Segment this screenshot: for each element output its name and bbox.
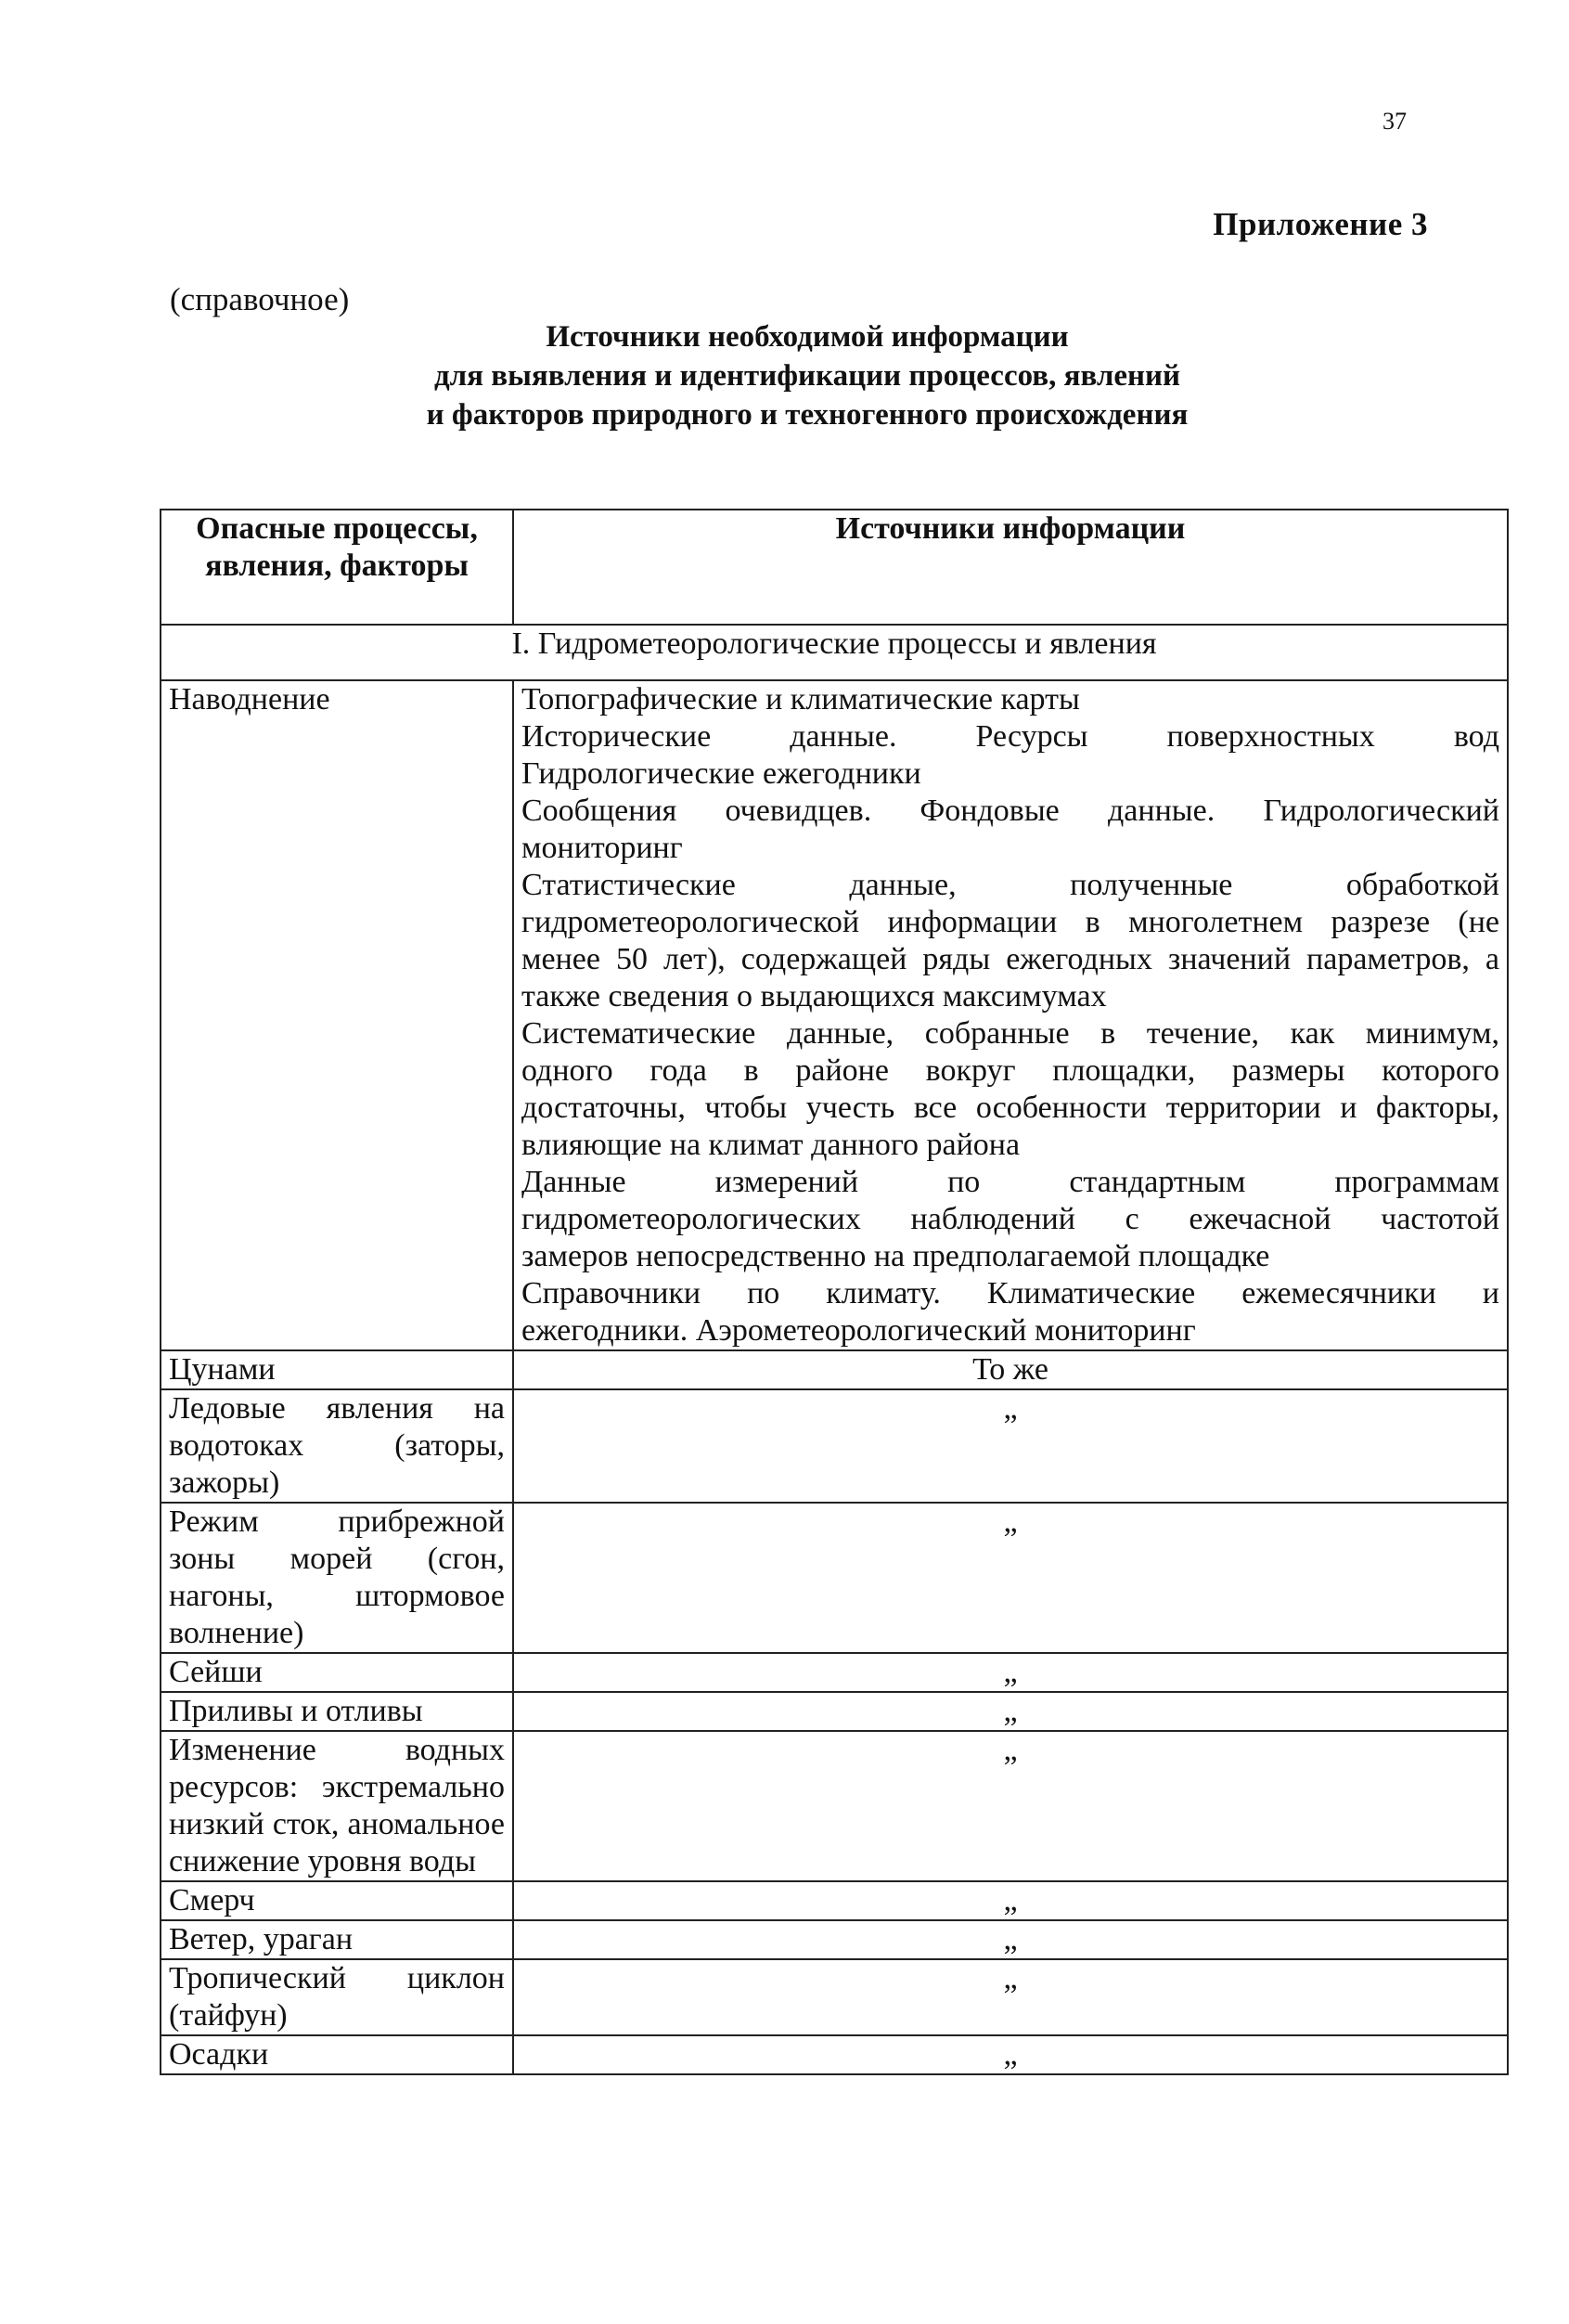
- source-line: мониторинг: [521, 831, 683, 865]
- header-sources: Источники информации: [513, 510, 1508, 625]
- ditto-mark: „: [513, 1389, 1508, 1503]
- source-line: Сообщения очевидцев. Фондовые данные. Гидрологический: [521, 794, 1499, 828]
- table-row: [161, 1692, 1508, 1731]
- hazard-name: Приливы и отливы: [161, 1692, 513, 1731]
- table-row: [161, 1920, 1508, 1959]
- title-line-3: и факторов природного и техногенного происхождения: [426, 398, 1189, 432]
- section-title: I. Гидрометеорологические процессы и явления: [161, 625, 1508, 680]
- hazard-name: Ветер, ураган: [161, 1920, 513, 1959]
- source-line: Справочники по климату. Климатические ежемесячники и: [521, 1276, 1499, 1310]
- table-row: [161, 1653, 1508, 1692]
- hazard-name: Сейши: [161, 1653, 513, 1692]
- hazard-name: Цунами: [161, 1350, 513, 1389]
- source-line: менее 50 лет), содержащей ряды ежегодных значений параметров, а: [521, 942, 1499, 976]
- ditto-mark: „: [513, 1731, 1508, 1881]
- source-line: также сведения о выдающихся максимумах: [521, 979, 1107, 1014]
- table-row: [161, 680, 1508, 1350]
- hazard-name: Ледовые явления на водотоках (заторы, зажоры): [161, 1389, 513, 1503]
- source-line: Гидрологические ежегодники: [521, 756, 921, 791]
- source-line: Исторические данные. Ресурсы поверхностных вод: [521, 719, 1499, 754]
- source-cell: То же: [513, 1350, 1508, 1389]
- reference-label: (справочное): [170, 281, 350, 317]
- document-title: [148, 317, 1466, 434]
- source-line: Статистические данные, полученные обработкой: [521, 868, 1499, 902]
- ditto-mark: „: [513, 1959, 1508, 2035]
- table-row: [161, 1881, 1508, 1920]
- table-row: [161, 1389, 1508, 1503]
- source-line: Систематические данные, собранные в течение, как минимум,: [521, 1016, 1499, 1051]
- source-line: достаточны, чтобы учесть все особенности территории и факторы,: [521, 1091, 1499, 1125]
- table-row: [161, 1959, 1508, 2035]
- table-row: [161, 1350, 1508, 1389]
- source-line: замеров непосредственно на предполагаемой площадке: [521, 1239, 1270, 1273]
- source-line: Топографические и климатические карты: [521, 682, 1080, 717]
- title-line-2: для выявления и идентификации процессов, явлений: [433, 359, 1181, 393]
- appendix-label: Приложение 3: [1213, 206, 1428, 242]
- hazard-name: Осадки: [161, 2035, 513, 2074]
- ditto-mark: „: [513, 1653, 1508, 1692]
- table-row: [161, 2035, 1508, 2074]
- source-line: одного года в районе вокруг площадки, размеры которого: [521, 1053, 1499, 1088]
- hazard-name: Наводнение: [161, 680, 513, 1350]
- ditto-mark: „: [513, 1881, 1508, 1920]
- hazard-sources-table: [160, 509, 1509, 2075]
- ditto-mark: „: [513, 1920, 1508, 1959]
- section-row: [161, 625, 1508, 680]
- title-line-1: Источники необходимой информации: [546, 320, 1069, 354]
- table-row: [161, 1731, 1508, 1881]
- source-line: Данные измерений по стандартным программам: [521, 1165, 1499, 1199]
- ditto-mark: „: [513, 1692, 1508, 1731]
- table-row: [161, 1503, 1508, 1653]
- source-line: влияющие на климат данного района: [521, 1128, 1021, 1162]
- source-line: ежегодники. Аэрометеорологический мониторинг: [521, 1313, 1196, 1348]
- ditto-mark: „: [513, 1503, 1508, 1653]
- source-line: гидрометеорологических наблюдений с ежечасной частотой: [521, 1202, 1499, 1236]
- header-hazards: Опасные процессы, явления, факторы: [161, 510, 513, 625]
- hazard-name: Изменение водных ресурсов: экстремально низкий сток, аномальное снижение уровня воды: [161, 1731, 513, 1881]
- table-header-row: [161, 510, 1508, 625]
- source-list: [513, 680, 1508, 1350]
- hazard-name: Смерч: [161, 1881, 513, 1920]
- hazard-name: Режим прибрежной зоны морей (сгон, нагоны, штормовое волнение): [161, 1503, 513, 1653]
- source-line: гидрометеорологической информации в многолетнем разрезе (не: [521, 905, 1499, 939]
- hazard-name: Тропический циклон (тайфун): [161, 1959, 513, 2035]
- page-number: 37: [1383, 108, 1407, 135]
- ditto-mark: „: [513, 2035, 1508, 2074]
